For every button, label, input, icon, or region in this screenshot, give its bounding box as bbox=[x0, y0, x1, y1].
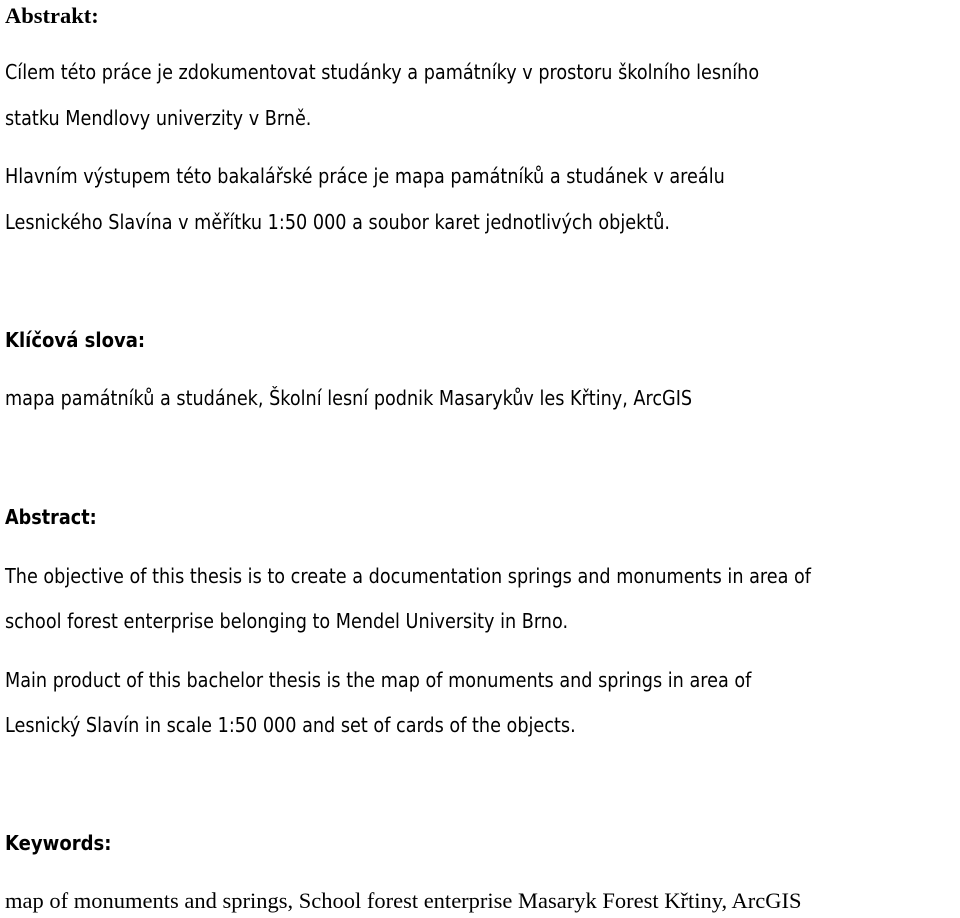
english-abstract-line-4: Lesnický Slavín in scale 1:50 000 and set of cards of the objects. bbox=[5, 713, 576, 737]
english-abstract-line-1: The objective of this thesis is to create a documentation springs and monuments in area of bbox=[5, 564, 812, 588]
czech-abstract-heading: Abstrakt: bbox=[5, 3, 99, 28]
czech-abstract-line-3: Hlavním výstupem této bakalářské práce je mapa památníků a studánek v areálu bbox=[5, 164, 725, 188]
czech-keywords-heading: Klíčová slova: bbox=[5, 328, 146, 352]
czech-abstract-line-4: Lesnického Slavína v měřítku 1:50 000 a soubor karet jednotlivých objektů. bbox=[5, 210, 670, 234]
czech-abstract-line-1: Cílem této práce je zdokumentovat studánky a památníky v prostoru školního lesního bbox=[5, 60, 760, 84]
english-abstract-line-3: Main product of this bachelor thesis is the map of monuments and springs in area of bbox=[5, 668, 752, 692]
czech-abstract-line-2: statku Mendlovy univerzity v Brně. bbox=[5, 106, 312, 130]
english-abstract-heading: Abstract: bbox=[5, 505, 97, 529]
english-keywords-heading: Keywords: bbox=[5, 831, 112, 855]
czech-keywords: mapa památníků a studánek, Školní lesní podnik Masarykův les Křtiny, ArcGIS bbox=[5, 386, 693, 410]
english-abstract-line-2: school forest enterprise belonging to Mendel University in Brno. bbox=[5, 609, 569, 633]
english-keywords: map of monuments and springs, School forest enterprise Masaryk Forest Křtiny, ArcGIS bbox=[5, 888, 802, 913]
